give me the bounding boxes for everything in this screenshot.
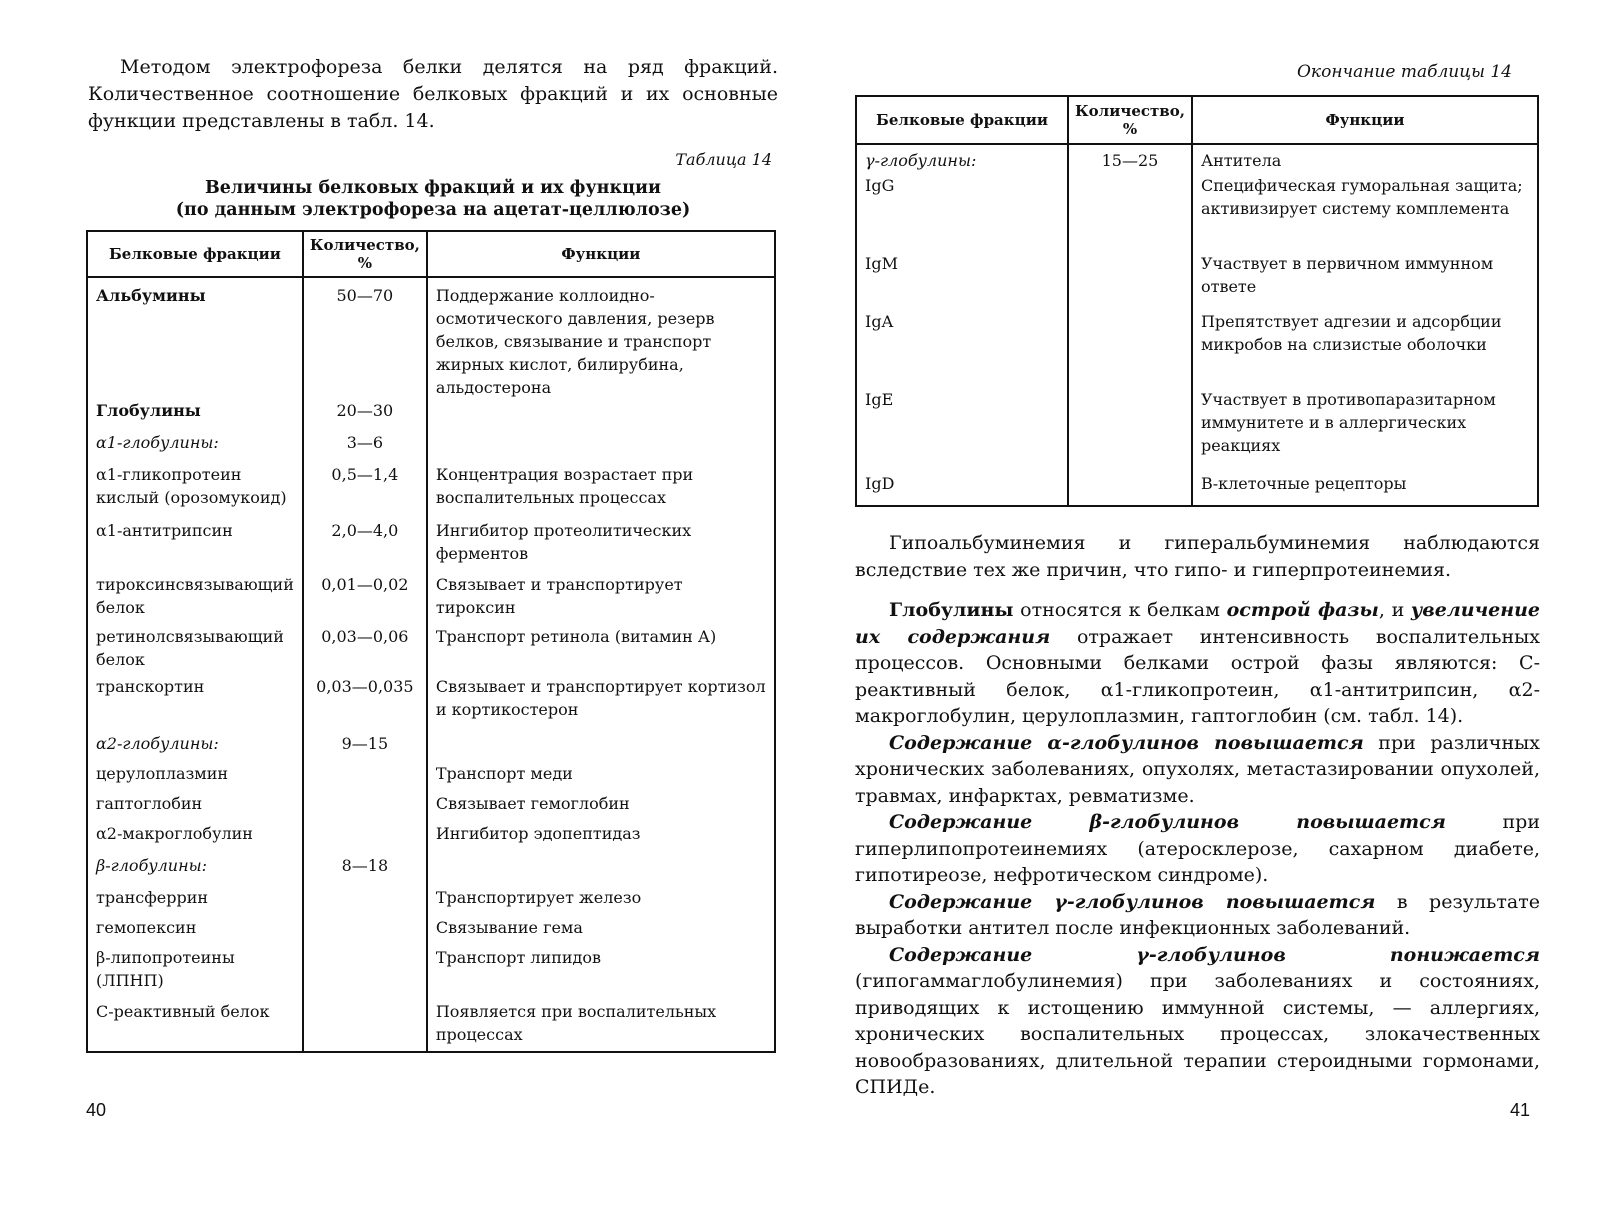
table-row bbox=[87, 573, 775, 625]
table-row bbox=[87, 463, 775, 519]
function-cell: Специфическая гуморальная защита; активизирует систему комплемента bbox=[1192, 174, 1538, 252]
table-row bbox=[87, 399, 775, 431]
body-text bbox=[855, 530, 1540, 1101]
table-header-row bbox=[856, 96, 1538, 144]
table-row bbox=[87, 1000, 775, 1052]
quantity-cell: 3—6 bbox=[303, 431, 427, 463]
table-header-row bbox=[87, 231, 775, 277]
intro-paragraph: Методом электрофореза белки делятся на ряд фракций. Количественное соотношение белковых фракций и их основные функции представлены в табл. 14. bbox=[88, 56, 778, 132]
quantity-cell bbox=[1068, 174, 1192, 252]
fraction-cell: IgM bbox=[856, 252, 1068, 310]
quantity-cell bbox=[303, 916, 427, 946]
function-cell: Препятствует адгезии и адсорбции микробов на слизистые оболочки bbox=[1192, 310, 1538, 388]
table-row bbox=[856, 252, 1538, 310]
table-row bbox=[87, 519, 775, 573]
table-row bbox=[87, 792, 775, 822]
table-label: Таблица 14 bbox=[675, 150, 772, 169]
fraction-cell: IgA bbox=[856, 310, 1068, 388]
fraction-cell: трансферрин bbox=[87, 886, 303, 916]
paragraph-beta-globulins: Содержание β-глобулинов повышается при гиперлипопротеинемиях (атеросклерозе, сахарном диабете, гипотиреозе, нефротическом синдроме). bbox=[855, 811, 1540, 886]
function-cell: Участвует в противопаразитарном иммунитете и в аллергических реакциях bbox=[1192, 388, 1538, 472]
term-increase: увеличение их содержания bbox=[855, 599, 1540, 648]
fraction-cell: IgD bbox=[856, 472, 1068, 506]
fraction-cell: α1-антитрипсин bbox=[87, 519, 303, 573]
quantity-cell: 8—18 bbox=[303, 854, 427, 886]
table-row bbox=[856, 472, 1538, 506]
quantity-cell: 50—70 bbox=[303, 277, 427, 399]
paragraph-gamma-decrease: Содержание γ-глобулинов понижается (гипогаммаглобулинемия) при заболеваниях и состояниях, приводящих к истощению иммунной системы, — аллергиях, хронических воспалительных процессах, злокачественных новообразованиях, длительной терапии стероидными гормонами, СПИДе. bbox=[855, 943, 1540, 1098]
quantity-cell: 0,01—0,02 bbox=[303, 573, 427, 625]
protein-fractions-table bbox=[86, 230, 776, 1053]
table-title-line2: (по данным электрофореза на ацетат-целлюлозе) bbox=[175, 200, 691, 220]
fraction-cell: ретинолсвязывающий белок bbox=[87, 625, 303, 675]
quantity-cell: 20—30 bbox=[303, 399, 427, 431]
table-row bbox=[87, 762, 775, 792]
paragraph-gamma-increase: Содержание γ-глобулинов повышается в результате выработки антител после инфекционных заболеваний. bbox=[855, 890, 1540, 939]
quantity-cell: 0,03—0,06 bbox=[303, 625, 427, 675]
paragraph-globulins: Глобулины относятся к белкам острой фазы, и увеличение их содержания отражает интенсивность воспалительных процессов. Основными белками острой фазы являются: С-реактивный белок, α1-гликопротеин, α1-антитрипсин, α2-макроглобулин, церулоплазмин, гаптоглобин (см. табл. 14). bbox=[855, 599, 1540, 727]
page-number: 40 bbox=[86, 1100, 107, 1120]
function-cell: Транспорт липидов bbox=[427, 946, 775, 1000]
table-row bbox=[87, 625, 775, 675]
fraction-cell: γ-глобулины: bbox=[856, 144, 1068, 174]
quantity-cell bbox=[1068, 472, 1192, 506]
fraction-cell: α1-гликопротеин кислый (орозомукоид) bbox=[87, 463, 303, 519]
header-functions: Функции bbox=[1192, 96, 1538, 144]
fraction-cell: α1-глобулины: bbox=[87, 431, 303, 463]
function-cell: Связывает гемоглобин bbox=[427, 792, 775, 822]
table-row bbox=[87, 854, 775, 886]
fraction-cell: α2-макроглобулин bbox=[87, 822, 303, 854]
quantity-cell bbox=[303, 762, 427, 792]
table-row bbox=[87, 916, 775, 946]
function-cell: Ингибитор протеолитических ферментов bbox=[427, 519, 775, 573]
table-row bbox=[87, 431, 775, 463]
quantity-cell bbox=[1068, 388, 1192, 472]
fraction-cell: Глобулины bbox=[87, 399, 303, 431]
header-quantity: Количество, % bbox=[1068, 96, 1192, 144]
fraction-cell: С-реактивный белок bbox=[87, 1000, 303, 1052]
function-cell: Участвует в первичном иммунном ответе bbox=[1192, 252, 1538, 310]
quantity-cell: 0,5—1,4 bbox=[303, 463, 427, 519]
table-row bbox=[87, 277, 775, 399]
table-row bbox=[856, 310, 1538, 388]
fraction-cell: транскортин bbox=[87, 675, 303, 732]
quantity-cell bbox=[303, 946, 427, 1000]
function-cell: В-клеточные рецепторы bbox=[1192, 472, 1538, 506]
header-fractions: Белковые фракции bbox=[856, 96, 1068, 144]
function-cell bbox=[427, 732, 775, 762]
function-cell: Транспорт ретинола (витамин А) bbox=[427, 625, 775, 675]
function-cell: Связывает и транспортирует тироксин bbox=[427, 573, 775, 625]
quantity-cell bbox=[303, 886, 427, 916]
fraction-cell: α2-глобулины: bbox=[87, 732, 303, 762]
fraction-cell: IgE bbox=[856, 388, 1068, 472]
fraction-cell: β-липопротеины (ЛПНП) bbox=[87, 946, 303, 1000]
table-row bbox=[87, 886, 775, 916]
function-cell bbox=[427, 854, 775, 886]
quantity-cell bbox=[303, 792, 427, 822]
function-cell: Связывает и транспортирует кортизол и кортикостерон bbox=[427, 675, 775, 732]
fraction-cell: гемопексин bbox=[87, 916, 303, 946]
function-cell: Концентрация возрастает при воспалительных процессах bbox=[427, 463, 775, 519]
quantity-cell: 2,0—4,0 bbox=[303, 519, 427, 573]
function-cell: Антитела bbox=[1192, 144, 1538, 174]
fraction-cell: церулоплазмин bbox=[87, 762, 303, 792]
header-fractions: Белковые фракции bbox=[87, 231, 303, 277]
fraction-cell: гаптоглобин bbox=[87, 792, 303, 822]
table-row bbox=[856, 144, 1538, 174]
protein-fractions-table-continued bbox=[855, 95, 1539, 507]
fraction-cell: β-глобулины: bbox=[87, 854, 303, 886]
fraction-cell: тироксинсвязывающий белок bbox=[87, 573, 303, 625]
table-title bbox=[88, 177, 778, 221]
table-row bbox=[856, 174, 1538, 252]
term-globulins: Глобулины bbox=[889, 599, 1014, 621]
function-cell: Поддержание коллоидно-осмотического давления, резерв белков, связывание и транспорт жирных кислот, билирубина, альдостерона bbox=[427, 277, 775, 399]
table-title-line1: Величины белковых фракций и их функции bbox=[204, 178, 662, 198]
quantity-cell bbox=[1068, 252, 1192, 310]
term-acute-phase: острой фазы bbox=[1226, 599, 1379, 621]
header-functions: Функции bbox=[427, 231, 775, 277]
quantity-cell: 15—25 bbox=[1068, 144, 1192, 174]
table-row bbox=[856, 388, 1538, 472]
function-cell bbox=[427, 431, 775, 463]
quantity-cell bbox=[303, 1000, 427, 1052]
fraction-cell: IgG bbox=[856, 174, 1068, 252]
quantity-cell bbox=[303, 822, 427, 854]
quantity-cell: 0,03—0,035 bbox=[303, 675, 427, 732]
function-cell: Транспорт меди bbox=[427, 762, 775, 792]
quantity-cell bbox=[1068, 310, 1192, 388]
function-cell: Транспортирует железо bbox=[427, 886, 775, 916]
paragraph-hypoalbuminemia: Гипоальбуминемия и гиперальбуминемия наблюдаются вследствие тех же причин, что гипо- и гиперпротеинемия. bbox=[855, 532, 1540, 581]
function-cell: Связывание гема bbox=[427, 916, 775, 946]
table-row bbox=[87, 822, 775, 854]
table-row bbox=[87, 946, 775, 1000]
fraction-cell: Альбумины bbox=[87, 277, 303, 399]
paragraph-alpha-globulins: Содержание α-глобулинов повышается при различных хронических заболеваниях, опухолях, метастазировании опухолей, травмах, инфарктах, ревматизме. bbox=[855, 731, 1540, 807]
function-cell bbox=[427, 399, 775, 431]
right-page bbox=[800, 0, 1600, 1213]
table-row bbox=[87, 732, 775, 762]
page-number: 41 bbox=[1509, 1100, 1530, 1120]
quantity-cell: 9—15 bbox=[303, 732, 427, 762]
table-continuation-label: Окончание таблицы 14 bbox=[1297, 62, 1512, 82]
header-quantity: Количество, % bbox=[303, 231, 427, 277]
function-cell: Ингибитор эдопептидаз bbox=[427, 822, 775, 854]
table-row bbox=[87, 675, 775, 732]
function-cell: Появляется при воспалительных процессах bbox=[427, 1000, 775, 1052]
